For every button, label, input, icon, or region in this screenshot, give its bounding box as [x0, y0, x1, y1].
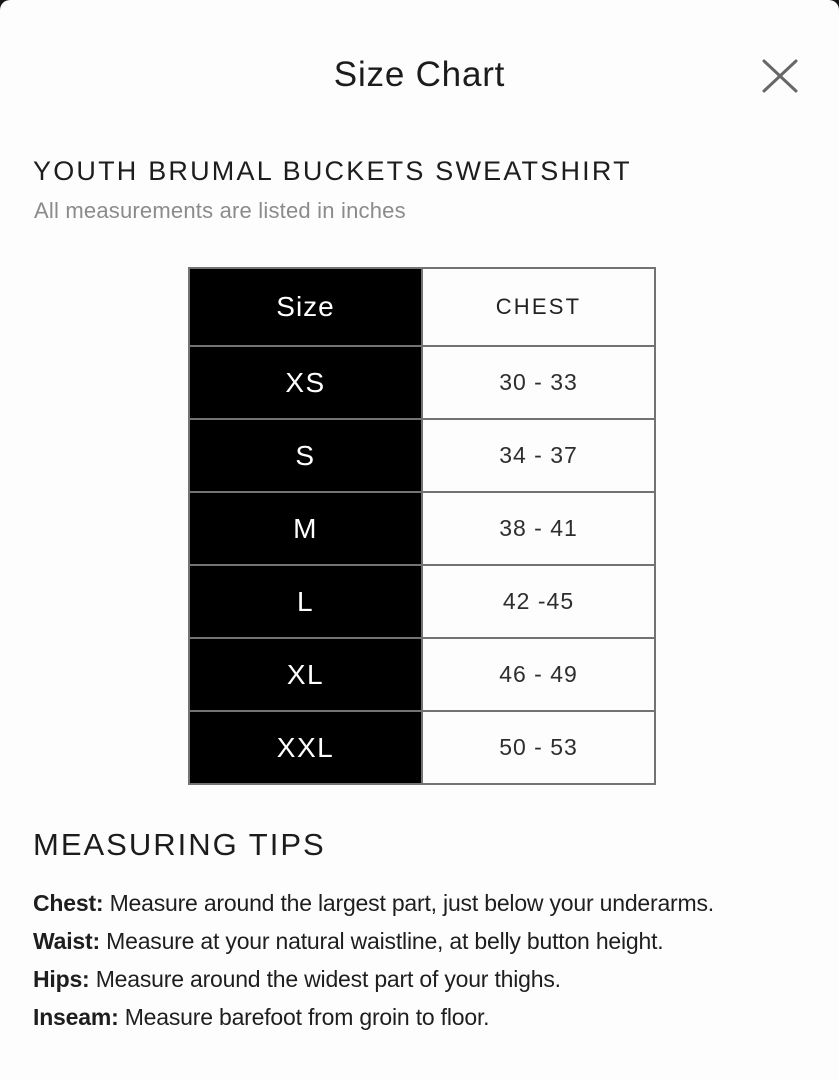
close-button[interactable] [758, 54, 802, 98]
tip-text: Measure barefoot from groin to floor. [118, 1004, 490, 1030]
size-cell: L [189, 565, 422, 638]
tip-text: Measure at your natural waistline, at belly button height. [99, 928, 664, 954]
size-cell: XXL [189, 711, 422, 784]
table-row [189, 492, 655, 565]
chest-cell: 42 -45 [422, 565, 655, 638]
size-cell: M [189, 492, 422, 565]
chest-cell: 46 - 49 [422, 638, 655, 711]
product-name-heading: YOUTH BRUMAL BUCKETS SWEATSHIRT [33, 156, 632, 186]
size-cell: XL [189, 638, 422, 711]
tips-list [33, 884, 813, 1036]
tip-text: Measure around the widest part of your thighs. [89, 966, 561, 992]
tip-label: Hips: [33, 966, 90, 992]
size-cell: XS [189, 346, 422, 419]
measurement-unit-note: All measurements are listed in inches [34, 198, 406, 223]
size-chart-table [188, 267, 656, 785]
measuring-tips-heading: MEASURING TIPS [33, 827, 326, 862]
chest-cell: 30 - 33 [422, 346, 655, 419]
size-table-header [189, 268, 655, 346]
tip-label: Chest: [33, 890, 104, 916]
chest-cell: 34 - 37 [422, 419, 655, 492]
size-table-body [189, 346, 655, 784]
close-icon [761, 58, 799, 94]
chest-cell: 38 - 41 [422, 492, 655, 565]
table-row [189, 711, 655, 784]
tip-item [33, 960, 813, 998]
modal-title: Size Chart [333, 55, 506, 94]
chest-column-header: CHEST [422, 268, 655, 346]
tip-label: Waist: [33, 928, 100, 954]
tip-item [33, 884, 813, 922]
header-row [189, 268, 655, 346]
size-column-header: Size [189, 268, 422, 346]
table-row [189, 346, 655, 419]
size-cell: S [189, 419, 422, 492]
table-row [189, 565, 655, 638]
tip-item [33, 998, 813, 1036]
table-row [189, 419, 655, 492]
tip-text: Measure around the largest part, just below your underarms. [103, 890, 714, 916]
tip-item [33, 922, 813, 960]
table-row [189, 638, 655, 711]
chest-cell: 50 - 53 [422, 711, 655, 784]
tip-label: Inseam: [33, 1004, 119, 1030]
